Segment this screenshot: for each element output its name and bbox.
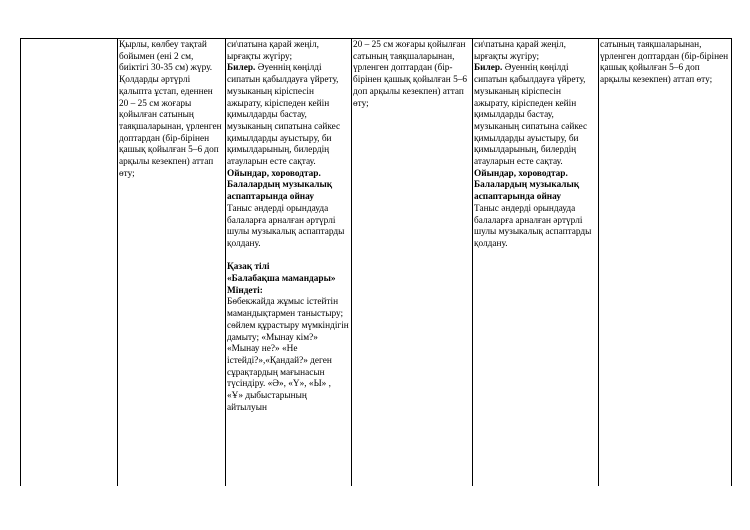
music-text: Таныс әндерді орындауда балаларға арналған әртүрлі шулы музыкалық аспаптарды қолдану. xyxy=(227,203,345,249)
subject-title: Қазақ тілі xyxy=(227,262,270,273)
table-cell-col2 xyxy=(117,39,225,485)
table-cell-col5 xyxy=(472,39,598,485)
cell-text: си\патына қарай жеңіл, ырғақты жүгіру; xyxy=(227,40,319,62)
cell-text: си\патына қарай жеңіл, ырғақты жүгіру; xyxy=(474,40,566,62)
table-border-right xyxy=(731,38,732,486)
subject-topic: «Балабақша мамандары» xyxy=(227,274,336,285)
table-border-left xyxy=(20,38,21,486)
dance-label: Билер. xyxy=(474,63,503,74)
table-cell-col4 xyxy=(351,39,472,485)
games-label: Ойындар, хороводтар. xyxy=(474,168,568,179)
dance-paragraph xyxy=(474,63,596,168)
dance-label: Билер. xyxy=(227,63,256,74)
table-cell-col6 xyxy=(598,39,731,485)
music-label: Балалардың музыкалық аспаптарында ойнау xyxy=(227,180,333,203)
cell-text: Қырлы, көлбеу тақтай бойымен (ені 2 см, биіктігі 30-35 см) жүру. Қолдарды әртүрлі қалыпта ұстап, еденнен 20 – 25 см жоғары қойылған сатының таяқшаларынан, үрленген доптардан (бір-бірінен қашық қойылған 5–6 доп арқылы кезекпен) аттап өту; xyxy=(119,40,222,179)
dance-text: Әуеннің көңілді сипатын қабылдауға үйрету, музыканың кіріспесін ажырату, кіріспеден кейін қимылдарды бастау, музыканың сипатына сәйкес қимылдарды ауыстыру, би қимылдарының, билердің атауларын есте сақтау. xyxy=(227,63,341,168)
task-text: Бөбекжайда жұмыс істейтін мамандықтармен таныстыру; сөйлем құрастыру мүмкіндігін дамыту; «Мынау кім?» «Мынау не?» «Не істейді?»,«Қандай?» деген сұрақтардың мағынасын түсіндіру. «Ә», «Ү», «Ы» , «Ұ» дыбыстарының айтылуын xyxy=(227,297,349,413)
table-cell-col3 xyxy=(225,39,351,485)
music-text: Таныс әндерді орындауда балаларға арналған әртүрлі шулы музыкалық аспаптарды қолдану. xyxy=(474,203,592,249)
dance-paragraph xyxy=(227,63,349,168)
cell-text: сатының таяқшаларынан, үрленген доптардан (бір-бірінен қашық қойылған 5–6 доп арқылы кезекпен) аттап өту; xyxy=(600,40,729,86)
music-label: Балалардың музыкалық аспаптарында ойнау xyxy=(474,180,580,203)
dance-text: Әуеннің көңілді сипатын қабылдауға үйрету, музыканың кіріспесін ажырату, кіріспеден кейін қимылдарды бастау, музыканың сипатына сәйкес қимылдарды ауыстыру, би қимылдарының, билердің атауларын есте сақтау. xyxy=(474,63,588,168)
cell-text: 20 – 25 см жоғары қойылған сатының таяқшаларынан, үрленген доптардан (бір-бірінен қашық қойылған 5–6 доп арқылы кезекпен) аттап өту; xyxy=(353,40,468,109)
task-label: Міндеті: xyxy=(227,285,263,296)
games-label: Ойындар, хороводтар. xyxy=(227,168,321,179)
